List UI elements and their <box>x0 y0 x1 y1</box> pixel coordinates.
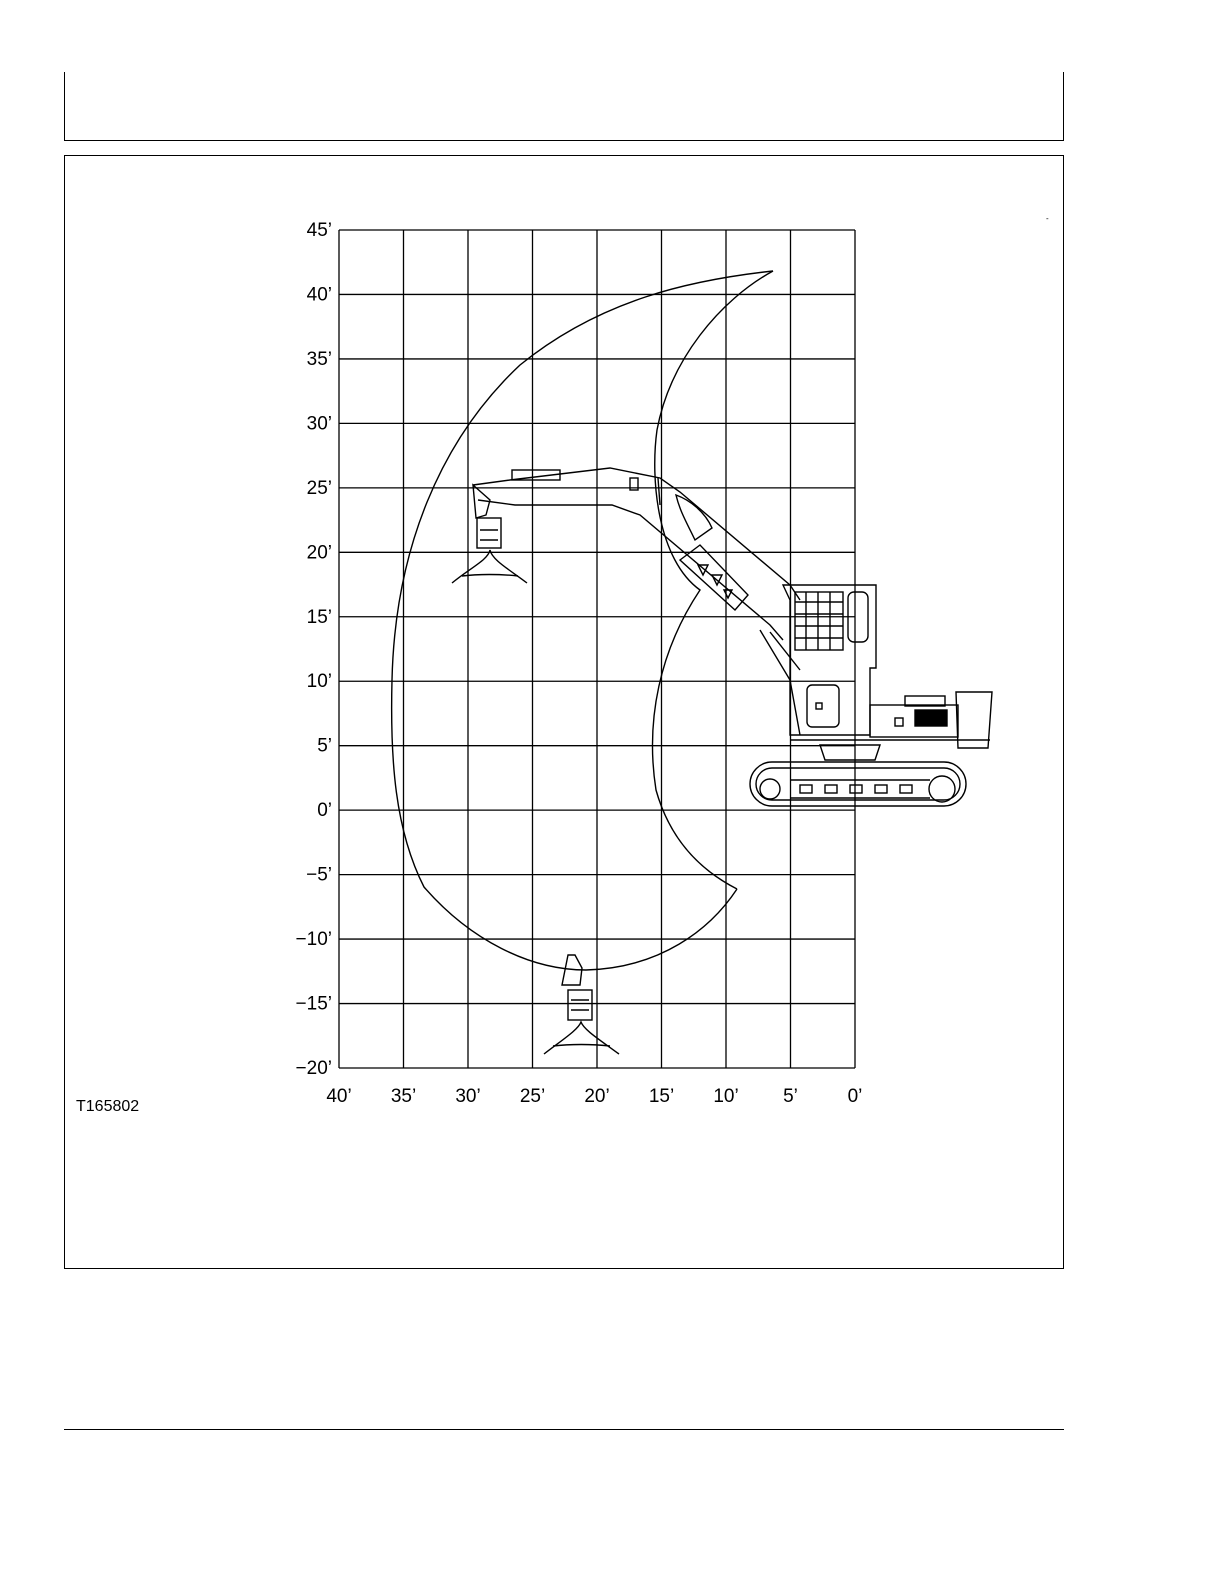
x-axis-tick-labels <box>326 1086 862 1107</box>
excavator-machine <box>750 585 992 806</box>
y-tick-label: 30’ <box>306 413 332 435</box>
y-tick-label: 20’ <box>306 542 332 564</box>
y-tick-label: 25’ <box>306 477 332 499</box>
y-tick-label: 45’ <box>306 220 332 241</box>
corner-mark: - <box>1046 214 1049 223</box>
grapple-upper <box>452 485 527 583</box>
y-tick-label: 35’ <box>306 348 332 370</box>
x-tick-label: 40’ <box>326 1086 352 1107</box>
reach-envelope-outer <box>392 271 773 970</box>
grapple-lower <box>544 955 619 1054</box>
y-tick-label: 5’ <box>317 735 332 757</box>
y-tick-label: 15’ <box>306 606 332 628</box>
y-tick-label: 0’ <box>317 800 332 822</box>
y-tick-label: 40’ <box>306 284 332 306</box>
x-tick-label: 30’ <box>455 1086 481 1107</box>
y-tick-label: −20’ <box>295 1058 332 1079</box>
boom-upper <box>473 468 800 735</box>
x-tick-label: 35’ <box>390 1086 417 1107</box>
reach-envelope-inner <box>653 271 773 889</box>
x-tick-label: 15’ <box>648 1086 675 1107</box>
y-tick-label: −10’ <box>295 929 332 951</box>
y-tick-label: 10’ <box>306 671 332 693</box>
x-tick-label: 25’ <box>519 1086 546 1107</box>
x-tick-label: 20’ <box>584 1086 610 1107</box>
y-axis-tick-labels <box>296 220 332 1079</box>
x-tick-label: 5’ <box>783 1086 798 1107</box>
y-tick-label: −15’ <box>295 993 332 1015</box>
grid <box>339 230 855 1068</box>
figure-id-text: T165802 <box>76 1098 140 1115</box>
x-tick-label: 10’ <box>713 1086 739 1107</box>
figure-id <box>76 1098 139 1116</box>
y-tick-label: −5’ <box>306 864 332 886</box>
x-tick-label: 0’ <box>847 1086 863 1107</box>
